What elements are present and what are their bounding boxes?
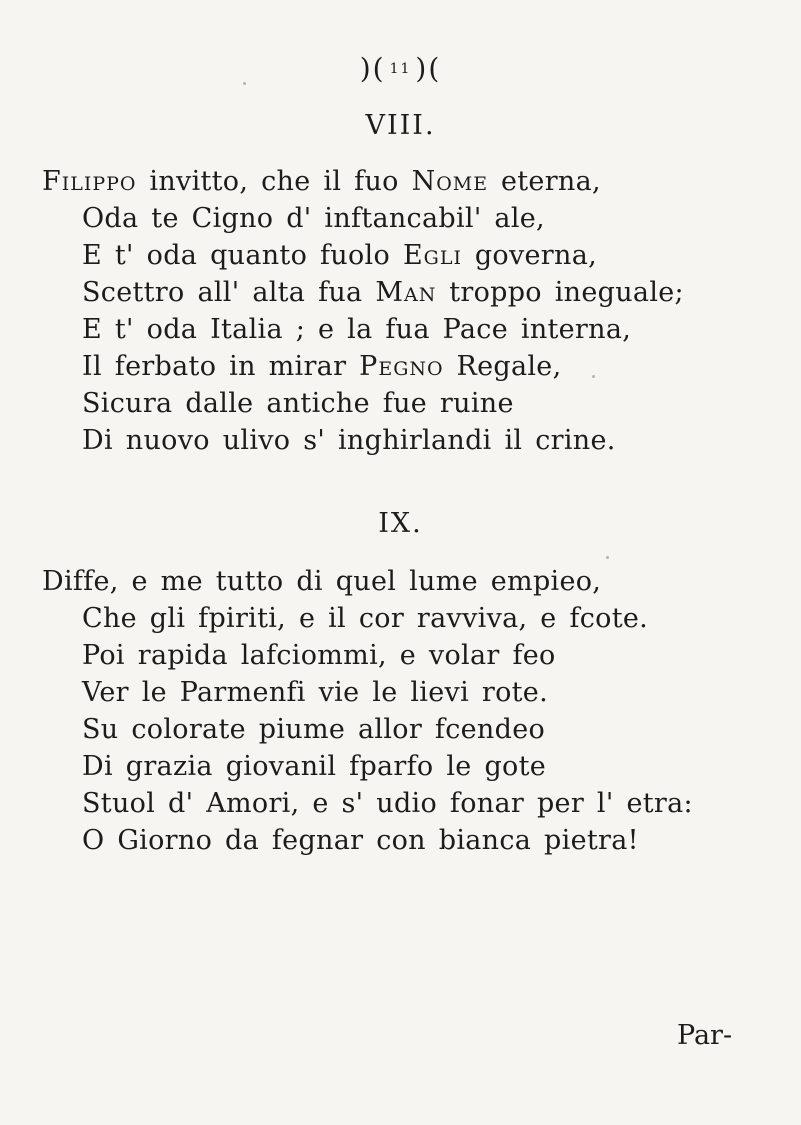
verse-text: Poi rapida lafciommi, e volar feo xyxy=(82,640,556,671)
catchword: Par- xyxy=(677,1020,733,1051)
verse-text: Scettro all' alta fua xyxy=(82,277,376,308)
verse-line xyxy=(42,565,601,599)
paper-speck xyxy=(592,375,595,378)
verse-line xyxy=(82,676,548,710)
verse-text: troppo ineguale; xyxy=(436,277,684,308)
verse-line xyxy=(82,713,545,747)
verse-text: invitto, che il fuo xyxy=(136,166,412,197)
verse-line xyxy=(82,602,648,636)
small-caps-word: Egli xyxy=(402,240,462,271)
verse-text: Su colorate piume allor fcendeo xyxy=(82,714,546,745)
verse-text: Oda te Cigno d' inftancabil' ale, xyxy=(82,203,545,234)
verse-line xyxy=(82,350,561,384)
verse-line xyxy=(82,239,597,273)
verse-line xyxy=(82,787,693,821)
folio-right-ornament: )( xyxy=(415,52,442,85)
verse-line xyxy=(82,424,616,458)
paper-speck xyxy=(606,556,609,559)
verse-text: Che gli fpiriti, e il cor ravviva, e fcote. xyxy=(82,603,649,634)
verse-text: Diffe, e me tutto di quel lume empieo, xyxy=(42,566,602,597)
verse-line xyxy=(82,639,556,673)
verse-text: Sicura dalle antiche fue ruine xyxy=(82,388,514,419)
paper-speck xyxy=(243,82,246,85)
verse-line xyxy=(82,387,514,421)
verse-text: eterna, xyxy=(488,166,601,197)
verse-text: Regale, xyxy=(443,351,562,382)
verse-line xyxy=(82,276,684,310)
stanza-heading-viii: VIII. xyxy=(365,110,436,141)
verse-text: Ver le Parmenfi vie le lievi rote. xyxy=(82,677,548,708)
folio-left-ornament: )( xyxy=(359,52,386,85)
page-number: 11 xyxy=(389,61,412,77)
verse-line xyxy=(82,824,639,858)
small-caps-word: Nome xyxy=(411,166,489,197)
verse-text: E t' oda Italia ; e la fua Pace interna, xyxy=(82,314,632,345)
verse-line xyxy=(82,202,545,236)
verse-line xyxy=(42,165,601,199)
verse-text: Il ferbato in mirar xyxy=(82,351,360,382)
verse-line xyxy=(82,313,631,347)
verse-text: Stuol d' Amori, e s' udio fonar per l' etra: xyxy=(82,788,693,819)
verse-line xyxy=(82,750,546,784)
small-caps-word: Filippo xyxy=(42,166,137,197)
stanza-heading-ix: IX. xyxy=(378,508,423,539)
verse-text: governa, xyxy=(461,240,597,271)
verse-text: Di grazia giovanil fparfo le gote xyxy=(82,751,547,782)
page-folio xyxy=(0,52,801,85)
small-caps-word: Pegno xyxy=(359,351,444,382)
verse-text: O Giorno da fegnar con bianca pietra! xyxy=(82,825,639,856)
verse-text: Di nuovo ulivo s' inghirlandi il crine. xyxy=(82,425,616,456)
small-caps-word: Man xyxy=(375,277,437,308)
verse-text: E t' oda quanto fuolo xyxy=(82,240,403,271)
